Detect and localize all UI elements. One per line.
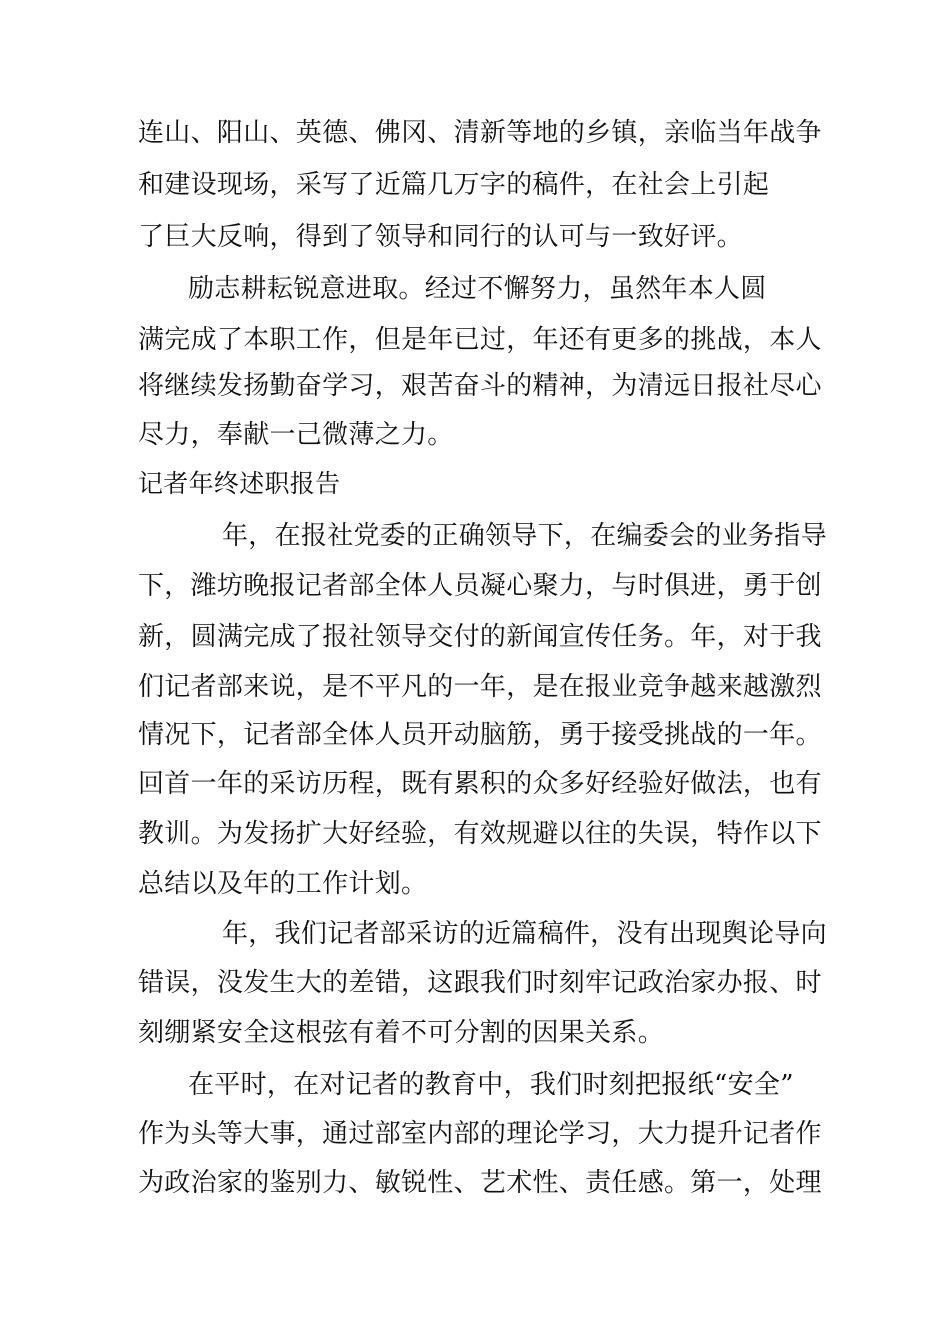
text-line: 刻绷紧安全这根弦有着不可分割的因果关系。 (138, 1018, 665, 1048)
text-line: 连山、阳山、英德、佛冈、清新等地的乡镇，亲临当年战争 (138, 118, 822, 148)
text-line: 和建设现场，采写了近篇几万字的稿件，在社会上引起 (138, 170, 770, 200)
text-line: 回首一年的采访历程，既有累积的众多好经验好做法，也有 (138, 769, 822, 799)
text-line: 情况下，记者部全体人员开动脑筋，勇于接受挑战的一年。 (138, 720, 822, 750)
text-line: 下，潍坊晚报记者部全体人员凝心聚力，与时俱进，勇于创 (138, 571, 822, 601)
text-line: 年，在报社党委的正确领导下，在编委会的业务指导 (222, 521, 827, 551)
text-line: 了巨大反响，得到了领导和同行的认可与一致好评。 (138, 222, 743, 252)
text-line: 在平时，在对记者的教育中，我们时刻把报纸“安全” (188, 1070, 794, 1100)
text-line: 满完成了本职工作，但是年已过，年还有更多的挑战，本人 (138, 325, 822, 355)
text-line: 新，圆满完成了报社领导交付的新闻宣传任务。年，对于我 (138, 622, 822, 652)
text-line: 尽力，奉献一己微薄之力。 (138, 420, 454, 450)
text-line: 为政治家的鉴别力、敏锐性、艺术性、责任感。第一，处理 (138, 1168, 822, 1198)
text-line: 总结以及年的工作计划。 (138, 869, 428, 899)
text-line: 作为头等大事，通过部室内部的理论学习，大力提升记者作 (138, 1119, 822, 1149)
text-line: 励志耕耘锐意进取。经过不懈努力，虽然年本人圆 (188, 274, 767, 304)
section-title: 记者年终述职报告 (138, 469, 341, 498)
text-line: 将继续发扬勤奋学习，艰苦奋斗的精神，为清远日报社尽心 (138, 371, 822, 401)
text-line: 年，我们记者部采访的近篇稿件，没有出现舆论导向 (222, 919, 827, 949)
text-line: 错误，没发生大的差错，这跟我们时刻牢记政治家办报、时 (138, 968, 822, 998)
text-line: 教训。为发扬扩大好经验，有效规避以往的失误，特作以下 (138, 819, 822, 849)
text-line: 们记者部来说，是不平凡的一年，是在报业竞争越来越激烈 (138, 672, 822, 702)
